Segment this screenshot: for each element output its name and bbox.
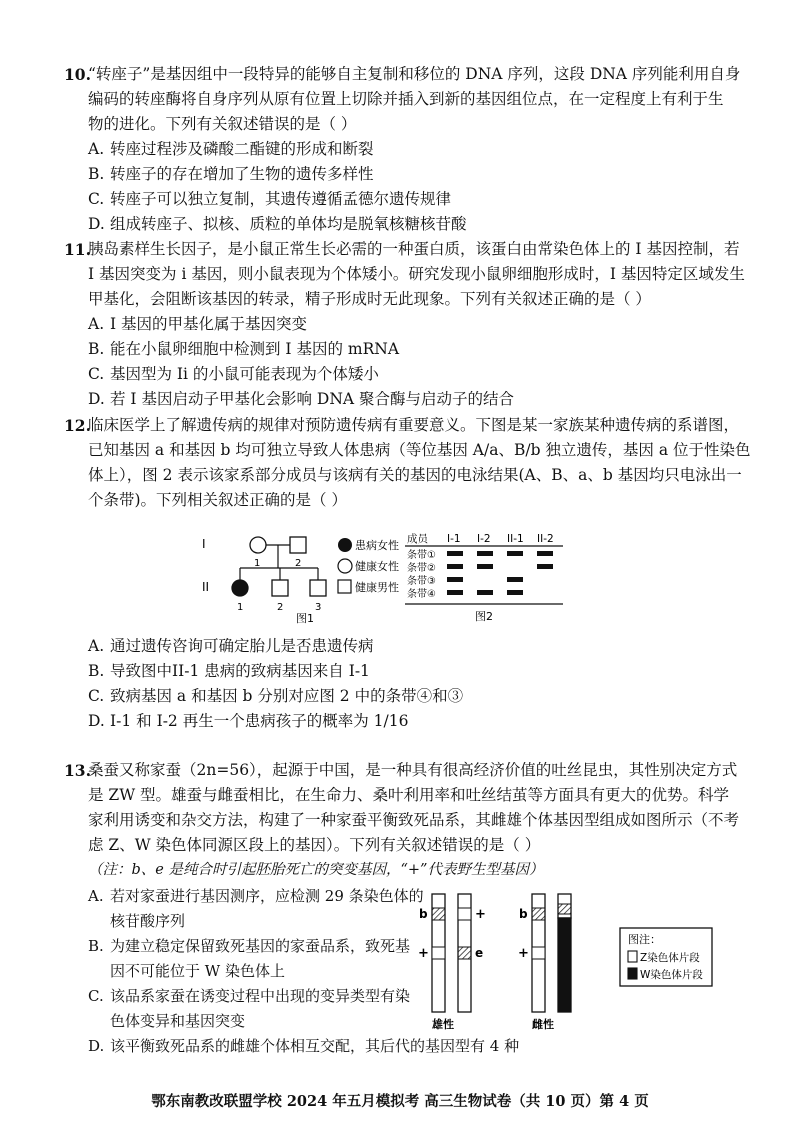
gel-band: [447, 577, 463, 582]
gene-label: b: [419, 907, 428, 921]
band-label: 条带①: [407, 550, 436, 561]
member-number: 1: [237, 602, 244, 613]
stem-line: I 基因突变为 i 基因，则小鼠表现为个体矮小。研究发现小鼠卵细胞形成时，I 基因特定区域发生: [88, 265, 745, 283]
locus-b: [432, 908, 445, 920]
gel-band: [477, 564, 493, 569]
gel-band: [537, 564, 553, 569]
healthy-male-legend-icon: [338, 580, 351, 593]
question-number: 13.: [64, 761, 91, 780]
option-a: A. 通过遗传咨询可确定胎儿是否患遗传病: [88, 637, 374, 655]
locus-b: [532, 908, 545, 920]
locus-plus: [432, 947, 445, 959]
stem-line: “转座子”是基因组中一段特异的能够自主复制和移位的 DNA 序列，这段 DNA 序列能利用自身: [88, 65, 741, 83]
gel-band: [537, 551, 553, 556]
stem-line: 已知基因 a 和基因 b 均可独立导致人体患病（等位基因 A/a、B/b 独立遗传，基因 a 位于性染色: [88, 441, 751, 459]
locus-plus: [532, 947, 545, 959]
option-a-cont: 核苷酸序列: [110, 912, 186, 930]
question-note: （注：b、e 是纯合时引起胚胎死亡的突变基因，“+”代表野生型基因）: [88, 862, 544, 878]
column-header: II-2: [537, 533, 554, 545]
option-c: C. 该品系家蚕在诱变过程中出现的变异类型有染: [88, 987, 411, 1005]
stem-line: 体上），图 2 表示该家系部分成员与该病有关的基因的电泳结果(A、B、a、b 基因均只电泳出一: [88, 466, 742, 484]
legend-title: 图注：: [628, 933, 661, 946]
question-10: [64, 62, 744, 237]
legend-label: Z染色体片段: [640, 952, 700, 964]
column-header: II-1: [507, 533, 524, 545]
member-number: 1: [254, 558, 261, 569]
member-number: 2: [277, 602, 284, 613]
gene-label: +: [418, 946, 429, 961]
gene-label: +: [475, 907, 486, 922]
question-number: 11.: [64, 240, 91, 259]
stem-line: 胰岛素样生长因子，是小鼠正常生长必需的一种蛋白质，该蛋白由常染色体上的 I 基因控制，若: [88, 240, 740, 258]
w-chromosome-fragment: [558, 918, 571, 1012]
option-a: A. 若对家蚕进行基因测序，应检测 29 条染色体的: [88, 887, 424, 905]
option-c: C. 致病基因 a 和基因 b 分别对应图 2 中的条带④和③: [88, 687, 464, 705]
question-12-options: [64, 634, 744, 734]
generation-label: I: [202, 537, 206, 551]
option-c-cont: 色体变异和基因突变: [110, 1012, 246, 1030]
question-number: 12.: [64, 416, 91, 435]
z-fragment-legend-icon: [628, 951, 637, 962]
option-b: B. 转座子的存在增加了生物的遗传多样性: [88, 165, 374, 183]
gel-band: [507, 590, 523, 595]
question-11: [64, 237, 744, 412]
option-d: D. 若 I 基因启动子甲基化会影响 DNA 聚合酶与启动子的结合: [88, 390, 515, 408]
healthy-male-symbol: [272, 580, 288, 596]
gene-label: e: [475, 946, 484, 960]
stem-line: 物的进化。下列有关叙述错误的是（ ）: [88, 115, 357, 133]
figure-caption: 图2: [475, 610, 493, 623]
option-b: B. 为建立稳定保留致死基因的家蚕品系，致死基: [88, 937, 411, 955]
legend-label: 健康男性: [355, 581, 399, 594]
gel-band: [447, 551, 463, 556]
electrophoresis-figure: [405, 528, 565, 624]
column-header: 成员: [407, 533, 428, 545]
locus-plus: [458, 908, 471, 920]
gel-band: [477, 590, 493, 595]
w-fragment-legend-icon: [628, 968, 637, 979]
member-number: 2: [295, 558, 302, 569]
stem-line: 虑 Z、W 染色体同源区段上的基因）。下列有关叙述错误的是（ ）: [88, 836, 541, 854]
stem-line: 桑蚕又称家蚕（2n=56），起源于中国，是一种具有很高经济价值的吐丝昆虫，其性别决定方式: [88, 761, 738, 779]
option-d: D. I-1 和 I-2 再生一个患病孩子的概率为 1/16: [88, 712, 409, 730]
page-footer: 鄂东南教改联盟学校 2024 年五月模拟考 高三生物试卷（共 10 页）第 4 页: [151, 1093, 649, 1110]
stem-line: 是 ZW 型。雄蚕与雌蚕相比，在生命力、桑叶利用率和吐丝结茧等方面具有更大的优势。科学: [88, 786, 730, 804]
gel-band: [507, 577, 523, 582]
option-a: A. 转座过程涉及磷酸二酯键的形成和断裂: [88, 140, 374, 158]
stem-line: 个条带)。下列相关叙述正确的是（ ）: [88, 491, 347, 509]
pedigree-figure: [200, 528, 410, 624]
locus-e: [458, 947, 471, 959]
option-d: D. 该平衡致死品系的雌雄个体相互交配，其后代的基因型有 4 种: [88, 1037, 520, 1055]
member-number: 3: [315, 602, 322, 613]
affected-female-symbol: [232, 580, 248, 596]
figure-caption: 雄性: [432, 1018, 454, 1031]
question-12: [64, 413, 751, 513]
gene-label: b: [519, 907, 528, 921]
healthy-female-symbol: [250, 537, 266, 553]
gel-band: [447, 564, 463, 569]
column-header: I-2: [477, 533, 491, 545]
option-b-cont: 因不可能位于 W 染色体上: [110, 962, 285, 980]
healthy-female-legend-icon: [338, 559, 352, 573]
chromosome-figure: [412, 890, 722, 1032]
question-stem: [88, 237, 744, 412]
question-stem: [88, 413, 751, 513]
stem-line: 家利用诱变和杂交方法，构建了一种家蚕平衡致死品系，其雌雄个体基因型组成如图所示（不考: [88, 811, 740, 829]
healthy-male-symbol: [290, 537, 306, 553]
gene-label: +: [518, 946, 529, 961]
band-label: 条带④: [407, 589, 436, 600]
generation-label: II: [202, 580, 210, 594]
figure-caption: 图1: [296, 612, 314, 624]
affected-female-legend-icon: [338, 538, 352, 552]
option-a: A. I 基因的甲基化属于基因突变: [88, 315, 308, 333]
locus-w: [558, 904, 571, 914]
healthy-male-symbol: [310, 580, 326, 596]
gel-band: [507, 551, 523, 556]
legend-label: 健康女性: [355, 560, 399, 573]
option-d: D. 组成转座子、拟核、质粒的单体均是脱氧核糖核苷酸: [88, 215, 467, 233]
question-number: 10.: [64, 65, 91, 84]
legend-label: W染色体片段: [640, 969, 703, 981]
band-label: 条带③: [407, 576, 436, 587]
figure-caption: 雌性: [532, 1018, 554, 1031]
option-c: C. 转座子可以独立复制，其遗传遵循孟德尔遗传规律: [88, 190, 452, 208]
band-label: 条带②: [407, 563, 436, 574]
stem-line: 甲基化，会阻断该基因的转录，精子形成时无此现象。下列有关叙述正确的是（ ）: [88, 290, 651, 308]
gel-band: [477, 551, 493, 556]
option-c: C. 基因型为 Ii 的小鼠可能表现为个体矮小: [88, 365, 379, 383]
stem-line: 临床医学上了解遗传病的规律对预防遗传病有重要意义。下图是某一家族某种遗传病的系谱图，: [88, 416, 740, 434]
option-b: B. 导致图中II-1 患病的致病基因来自 I-1: [88, 662, 370, 680]
column-header: I-1: [447, 533, 461, 545]
option-b: B. 能在小鼠卵细胞中检测到 I 基因的 mRNA: [88, 340, 400, 358]
stem-line: 编码的转座酶将自身序列从原有位置上切除并插入到新的基因组位点，在一定程度上有利于生: [88, 90, 724, 108]
question-stem: [88, 62, 744, 237]
question-13: [64, 758, 744, 883]
gel-band: [447, 590, 463, 595]
question-stem: [88, 758, 744, 883]
legend-label: 患病女性: [355, 539, 399, 552]
